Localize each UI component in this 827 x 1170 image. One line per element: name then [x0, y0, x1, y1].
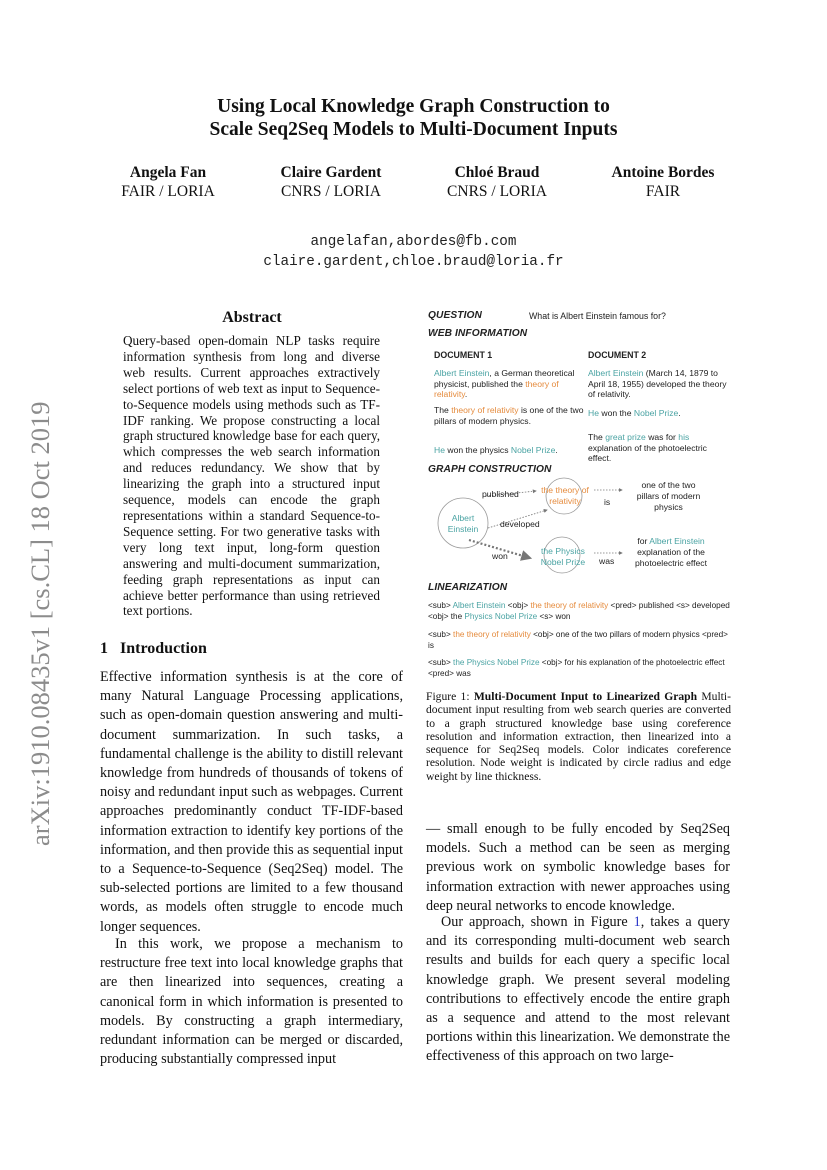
text-span: explanation of the photoelectric effect. — [588, 442, 707, 464]
nobel-node-label — [532, 546, 594, 568]
author-2 — [246, 163, 416, 201]
node-label-line: pillars of modern — [636, 491, 701, 501]
lin-token: <pred> published <s> developed <obj> the — [428, 601, 730, 621]
node-label-line: the theory of — [541, 485, 589, 495]
intro-paragraph-1: Effective information synthesis is at the core of many Natural Language Processing applications, such as open-domain question answering and multi-document summarization. In such tasks, a fundamental challenge is the ability to distill relevant knowledge from hundreds of thousands of tokens of noisy and redundant input such as webpages. Current approaches predominantly conduct TF-IDF-based information extraction to identify key portions of the information, and then provide this as sequential input to a Sequence-to-Sequence (Seq2Seq) model. The sub-selected portions are limited to a few thousand words, as models often struggle to encode much longer sequences. — [100, 669, 403, 935]
author-affiliation: FAIR / LORIA — [121, 183, 215, 200]
lin-token: <sub> — [428, 601, 453, 610]
coref-span: theory of relativity — [434, 378, 559, 400]
text-span: The — [434, 405, 452, 415]
node-label-line — [625, 536, 717, 547]
text-span: The — [588, 432, 606, 442]
lin-token: the Physics Nobel Prize — [453, 658, 540, 667]
doc2-sentence-1 — [588, 368, 728, 400]
title-line-2: Scale Seq2Seq Models to Multi-Document Inputs — [209, 119, 618, 140]
coref-span: Nobel Prize — [633, 408, 679, 418]
lin-token: <s> won — [537, 612, 571, 621]
figure-reference-link[interactable]: 1 — [633, 914, 641, 930]
doc2-sentence-3 — [588, 432, 732, 464]
author-name: Claire Gardent — [280, 164, 382, 181]
author-name: Antoine Bordes — [611, 164, 715, 181]
author-affiliation: CNRS / LORIA — [281, 183, 381, 200]
text-span: . — [678, 408, 681, 418]
lin-token: <sub> — [428, 630, 454, 639]
lin-token: <sub> — [428, 658, 454, 667]
coref-span: Albert Einstein — [649, 536, 705, 546]
author-name: Chloé Braud — [454, 164, 540, 181]
figure-1-caption — [426, 690, 731, 783]
coref-span: Albert Einstein — [434, 368, 490, 378]
lin-token: Albert Einstein — [452, 601, 506, 610]
edge-is-label: is — [604, 497, 611, 507]
text-span: . — [555, 445, 558, 455]
node-label-line: Einstein — [447, 524, 479, 534]
author-affiliation: CNRS / LORIA — [447, 183, 547, 200]
node-label-line: physics — [654, 502, 683, 512]
coref-span: Albert Einstein — [588, 368, 644, 378]
graph-construction-label: GRAPH CONSTRUCTION — [428, 464, 552, 475]
einstein-node-label — [443, 513, 483, 535]
lin-token: <obj> — [505, 601, 531, 610]
text-span: is one of the two pillars of modern physics. — [434, 405, 584, 426]
node-label-line: Albert — [451, 513, 475, 523]
title-line-1: Using Local Knowledge Graph Construction to — [217, 96, 610, 117]
text-span: (March 14, 1879 to April 18, 1955) developed the theory of relativity. — [588, 368, 727, 400]
explanation-node-label — [625, 536, 717, 569]
caption-title: Multi-Document Input to Linearized Graph — [473, 690, 698, 703]
right-paragraph-1: — small enough to be fully encoded by Seq2Seq models. Such a method can be seen as merging previous work on symbolic knowledge bases for information extraction with newer approaches using deep neural networks to encode knowledge. — [426, 821, 730, 914]
arxiv-stamp — [20, 360, 60, 860]
text-span: , a German theoretical physicist, published the — [434, 368, 575, 389]
coref-span: his — [678, 432, 690, 442]
node-label-line: explanation of the — [637, 547, 705, 557]
abstract-heading: Abstract — [222, 309, 282, 326]
lin-token: the theory of relativity — [530, 601, 609, 610]
node-label-line: relativity — [549, 496, 581, 506]
doc2-sentence-2 — [588, 408, 728, 419]
figure-1 — [426, 306, 736, 682]
author-affiliation: FAIR — [645, 183, 681, 200]
coref-span: great prize — [605, 432, 646, 442]
text-span: . — [464, 389, 468, 400]
text-span: won the physics — [445, 445, 511, 455]
caption-body: Multi-document input resulting from web search queries are converted to a graph structured knowledge base using coreference resolution and information extraction, then linearized into a sequence for Seq2Seq models. Color indicates coreference resolution. Node weight is indicated by circle radius and edge weight by line thickness. — [426, 690, 731, 783]
paper-title — [0, 95, 827, 141]
email-line-1: angelafan,abordes@fb.com — [310, 234, 517, 250]
coref-span: He — [434, 445, 445, 455]
linearization-line-3 — [428, 657, 733, 679]
lin-token: <obj> one of the two pillars of modern physics <pred> is — [428, 630, 728, 650]
coref-span: theory of relativity — [451, 405, 519, 415]
document-2-label: DOCUMENT 2 — [588, 350, 647, 360]
web-information-label: WEB INFORMATION — [428, 328, 528, 339]
doc1-sentence-2 — [434, 405, 584, 426]
author-emails — [0, 232, 827, 272]
edge-was-label: was — [599, 556, 615, 566]
text-span: Our approach, shown in Figure — [441, 914, 634, 930]
linearization-line-1 — [428, 600, 733, 622]
text-span: won the — [599, 408, 634, 418]
question-text: What is Albert Einstein famous for? — [529, 311, 666, 321]
linearization-line-2 — [428, 629, 733, 651]
edge-published-label: published — [482, 489, 519, 499]
intro-paragraph-2: In this work, we propose a mechanism to restructure free text into local knowledge graphs that are then linearized into sequences, creating a canonical form in which information is presented to models. By constructing a graph intermediary, redundant information can be merged or discarded, producing substantially compressed input — [100, 936, 403, 1068]
node-label-line: one of the two — [641, 480, 696, 490]
arxiv-id: arXiv:1910.08435v1 [cs.CL] 18 Oct 2019 — [25, 401, 55, 846]
edge-developed-label: developed — [500, 519, 540, 529]
abstract-text: Query-based open-domain NLP tasks require information synthesis from long and diverse web results. Current approaches extractively select portions of web text as input to Sequence-to-Sequence models using methods such as TF-IDF ranking. We propose constructing a local graph structured knowledge base for each query, which compresses the web search information and reduces redundancy. We show that by linearizing the graph into a structured input sequence, models can encode the graph representations within a standard Sequence-to-Sequence setting. For two generative tasks with very long text input, long-form question answering and multi-document summarization, feeding graph representations as input can achieve better performance than using retrieved text portions. — [123, 333, 380, 619]
text-span: was for — [645, 432, 679, 442]
text-span: for — [637, 536, 650, 546]
edge-won-label: won — [492, 551, 508, 561]
pillars-node-label — [626, 480, 711, 513]
intro-heading: 1 Introduction — [100, 640, 207, 657]
question-label: QUESTION — [428, 310, 483, 321]
relativity-node-label — [532, 485, 598, 507]
lin-token: the theory of relativity — [453, 630, 531, 639]
node-label-line: Nobel Prize — [540, 557, 586, 567]
lin-token: Physics Nobel Prize — [464, 612, 538, 621]
author-name: Angela Fan — [129, 164, 207, 181]
lin-token: <obj> for his explanation of the photoelectric effect <pred> was — [428, 658, 725, 678]
doc1-sentence-3 — [434, 445, 584, 456]
author-4 — [578, 163, 748, 201]
node-label-line: photoelectric effect — [635, 558, 707, 568]
doc1-sentence-1 — [434, 368, 584, 400]
document-1-label: DOCUMENT 1 — [434, 350, 493, 360]
coref-span: He — [588, 408, 599, 418]
author-1 — [83, 163, 253, 201]
linearization-label: LINEARIZATION — [428, 582, 508, 593]
coref-span: Nobel Prize — [510, 445, 556, 455]
right-paragraph-2 — [426, 913, 730, 1067]
email-line-2: claire.gardent,chloe.braud@loria.fr — [263, 254, 564, 270]
author-3 — [412, 163, 582, 201]
text-span: , takes a query and its corresponding multi-document web search results and builds for each query a specific local knowledge graph. We present several modeling contributions to effectively encode the entire graph as a sequence and attend to the most relevant portions within this linearization. We demonstrate the effectiveness of this approach on two large- — [426, 914, 730, 1065]
caption-prefix: Figure 1: — [426, 690, 474, 703]
node-label-line: the Physics — [541, 546, 585, 556]
